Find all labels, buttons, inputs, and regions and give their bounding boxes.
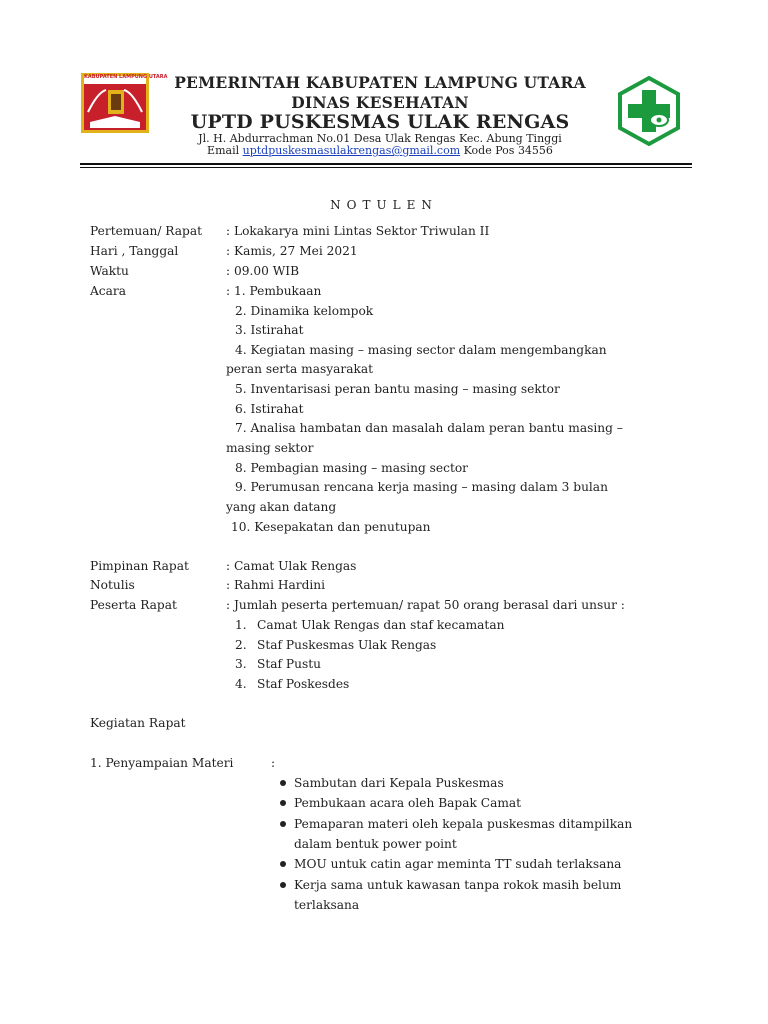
header-rule-thin: [80, 167, 692, 168]
puskesmas-logo: [614, 76, 684, 146]
field-value: : Jumlah peserta pertemuan/ rapat 50 orang berasal dari unsur :: [226, 598, 625, 612]
email-label: Email: [207, 144, 240, 157]
govt-line: PEMERINTAH KABUPATEN LAMPUNG UTARA: [174, 73, 586, 92]
agenda-item: 7. Analisa hambatan dan masalah dalam peran bantu masing –: [235, 421, 623, 435]
logo-caption: KABUPATEN LAMPUNG UTARA: [84, 74, 168, 80]
dept-line: DINAS KESEHATAN: [291, 93, 469, 112]
bullet-point: [280, 882, 286, 888]
regency-emblem-logo: [80, 72, 168, 134]
participant-number: 4.: [235, 677, 247, 691]
bullet-point: [280, 861, 286, 867]
subsection-colon: :: [271, 756, 276, 770]
institution-name: UPTD PUSKESMAS ULAK RENGAS: [190, 111, 570, 133]
field-value: : 09.00 WIB: [226, 264, 300, 278]
participant-number: 3.: [235, 657, 247, 671]
agenda-item: 9. Perumusan rencana kerja masing – masing dalam 3 bulan: [235, 480, 608, 494]
field-label: Acara: [90, 284, 126, 298]
field-value: : Camat Ulak Rengas: [226, 559, 357, 573]
agenda-item: 10. Kesepakatan dan penutupan: [231, 520, 431, 534]
agenda-item: 6. Istirahat: [235, 402, 304, 416]
field-value: : Lokakarya mini Lintas Sektor Triwulan II: [226, 224, 490, 238]
participant-number: 1.: [235, 618, 247, 632]
bullet-item: terlaksana: [294, 898, 360, 912]
email-link[interactable]: uptdpuskesmasulakrengas@gmail.com: [242, 144, 461, 157]
bullet-point: [280, 780, 286, 786]
participant-item: Staf Pustu: [257, 657, 321, 671]
postal-code: Kode Pos 34556: [463, 144, 553, 157]
bullet-item: Sambutan dari Kepala Puskesmas: [294, 776, 504, 790]
field-label: Pertemuan/ Rapat: [90, 224, 202, 238]
bullet-item: dalam bentuk power point: [294, 837, 457, 851]
bullet-item: Pemaparan materi oleh kepala puskesmas ditampilkan: [294, 817, 633, 831]
bullet-item: Pembukaan acara oleh Bapak Camat: [294, 796, 522, 810]
bullet-item: MOU untuk catin agar meminta TT sudah terlaksana: [294, 857, 622, 871]
section-heading: Kegiatan Rapat: [90, 716, 186, 730]
agenda-item: peran serta masyarakat: [226, 362, 374, 376]
field-label: Notulis: [90, 578, 135, 592]
agenda-item: yang akan datang: [226, 500, 337, 514]
agenda-item: 5. Inventarisasi peran bantu masing – masing sektor: [235, 382, 560, 396]
participant-item: Camat Ulak Rengas dan staf kecamatan: [257, 618, 505, 632]
participant-item: Staf Puskesmas Ulak Rengas: [257, 638, 437, 652]
bullet-point: [280, 800, 286, 806]
field-label: Peserta Rapat: [90, 598, 177, 612]
header-rule-thick: [80, 163, 692, 165]
agenda-item: 4. Kegiatan masing – masing sector dalam mengembangkan: [235, 343, 607, 357]
letterhead: [0, 0, 768, 170]
participant-number: 2.: [235, 638, 247, 652]
subsection-label: 1. Penyampaian Materi: [90, 756, 234, 770]
agenda-item: 3. Istirahat: [235, 323, 304, 337]
document-title: NOTULEN: [330, 198, 438, 212]
agenda-item: masing sektor: [226, 441, 314, 455]
field-label: Pimpinan Rapat: [90, 559, 189, 573]
bullet-point: [280, 821, 286, 827]
agenda-item: 8. Pembagian masing – masing sector: [235, 461, 469, 475]
address-line: Jl. H. Abdurrachman No.01 Desa Ulak Rengas Kec. Abung Tinggi: [198, 132, 562, 145]
field-label: Hari , Tanggal: [90, 244, 179, 258]
agenda-item: 2. Dinamika kelompok: [235, 304, 374, 318]
field-value: : 1. Pembukaan: [226, 284, 322, 298]
field-value: : Kamis, 27 Mei 2021: [226, 244, 358, 258]
bullet-item: Kerja sama untuk kawasan tanpa rokok masih belum: [294, 878, 622, 892]
field-value: : Rahmi Hardini: [226, 578, 326, 592]
contact-line: [150, 144, 610, 157]
field-label: Waktu: [90, 264, 129, 278]
participant-item: Staf Poskesdes: [257, 677, 350, 691]
